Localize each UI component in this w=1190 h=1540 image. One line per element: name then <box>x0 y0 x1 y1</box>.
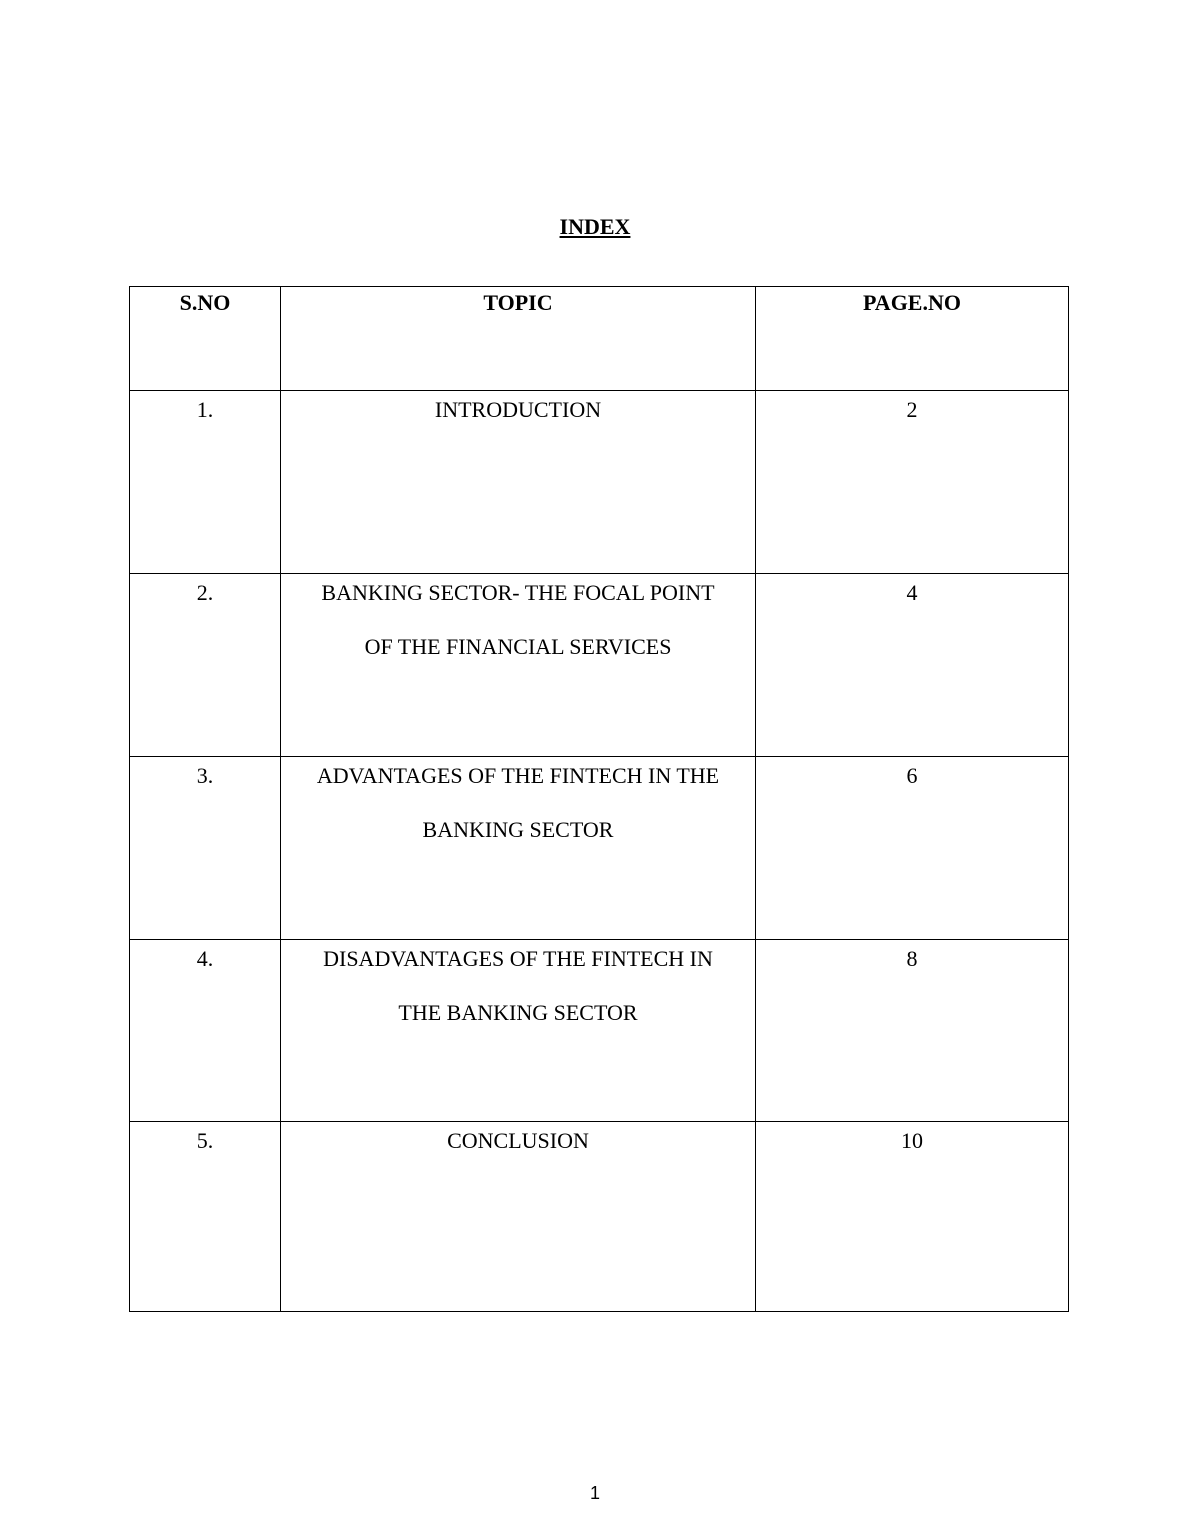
topic-line: OF THE FINANCIAL SERVICES <box>364 634 672 659</box>
header-sno: S.NO <box>130 287 281 391</box>
topic-line: ADVANTAGES OF THE FINTECH IN THE <box>316 763 720 788</box>
table-row <box>130 1122 1069 1312</box>
topic-line: THE BANKING SECTOR <box>398 1000 638 1025</box>
cell-page-no: 8 <box>756 940 1069 1122</box>
cell-topic <box>281 574 756 757</box>
table-row <box>130 940 1069 1122</box>
cell-sno: 3. <box>130 757 281 940</box>
topic-line: INTRODUCTION <box>434 397 602 422</box>
cell-topic <box>281 391 756 574</box>
table-row <box>130 757 1069 940</box>
table-header-row <box>130 287 1069 391</box>
header-page-no: PAGE.NO <box>756 287 1069 391</box>
cell-sno: 1. <box>130 391 281 574</box>
page-title: INDEX <box>559 214 631 239</box>
cell-page-no: 2 <box>756 391 1069 574</box>
cell-topic <box>281 757 756 940</box>
topic-line: CONCLUSION <box>447 1128 589 1153</box>
topic-line: DISADVANTAGES OF THE FINTECH IN <box>323 946 713 971</box>
page-number: 1 <box>589 1483 600 1503</box>
topic-line: BANKING SECTOR <box>422 817 614 842</box>
cell-page-no: 4 <box>756 574 1069 757</box>
cell-page-no: 10 <box>756 1122 1069 1312</box>
cell-topic <box>281 940 756 1122</box>
cell-sno: 4. <box>130 940 281 1122</box>
cell-topic <box>281 1122 756 1312</box>
table-row <box>130 391 1069 574</box>
table-row <box>130 574 1069 757</box>
cell-sno: 5. <box>130 1122 281 1312</box>
header-topic: TOPIC <box>281 287 756 391</box>
index-table <box>129 286 1069 1312</box>
cell-sno: 2. <box>130 574 281 757</box>
topic-line: BANKING SECTOR- THE FOCAL POINT <box>321 580 715 605</box>
cell-page-no: 6 <box>756 757 1069 940</box>
